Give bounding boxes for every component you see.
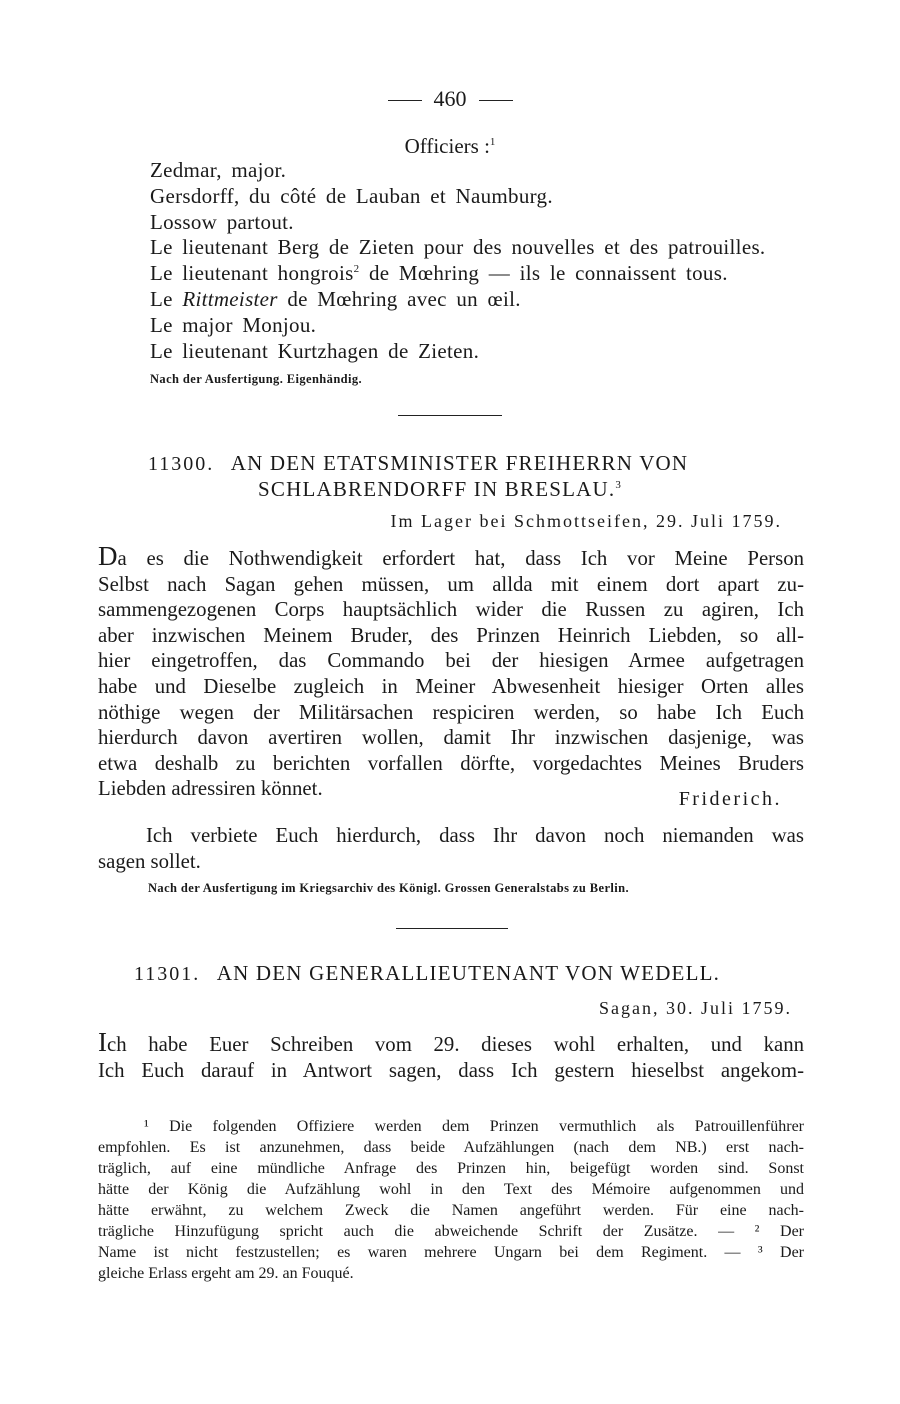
officer-line: Le lieutenant hongrois$^2$ de Mœhring — ils le connaissent tous. [150, 261, 728, 285]
footnote-line: ¹ Die folgenden Offiziere werden dem Prinzen vermuthlich als Patrouillenführer [144, 1118, 804, 1135]
footnote-ref-2: 2 [353, 263, 360, 275]
initial-letter: I [98, 1027, 107, 1057]
officer-line: Gersdorff, du côté de Lauban et Naumburg. [150, 184, 553, 208]
officer-line: Zedmar, major. [150, 158, 287, 182]
footnote-ref-1: 1 [489, 136, 496, 148]
document-title: AN DEN ETATSMINISTER FREIHERRN VON [230, 451, 689, 475]
body-line: nöthige wegen der Militärsachen respiciren werden, so habe Ich Euch [98, 700, 804, 724]
page-number: 460 [0, 86, 900, 112]
footnote-ref-3: 3 [615, 479, 623, 491]
letter-body [98, 1027, 804, 1083]
dash-right [479, 100, 513, 101]
body-line: hier eingetroffen, das Commando bei der hiesigen Armee aufgetragen [98, 649, 804, 673]
document-title-line2: SCHLABRENDORFF IN BRESLAU.$^3$ [258, 477, 623, 501]
body-line: Ich verbiete Euch hierdurch, dass Ihr davon noch niemanden was [146, 824, 804, 847]
body-line: Da es die Nothwendigkeit erfordert hat, dass Ich vor Meine Person [98, 541, 804, 571]
footnotes [98, 1116, 804, 1284]
footnote-line: empfohlen. Es ist anzunehmen, dass beide Aufzählungen (nach dem NB.) erst nach- [98, 1139, 804, 1156]
body-line: aber inzwischen Meinem Bruder, des Prinzen Heinrich Liebden, so all- [98, 623, 804, 647]
body-line: sammengezogenen Corps hauptsächlich wider die Russen zu agiren, Ich [98, 598, 804, 622]
signature: Friderich. [678, 788, 782, 810]
document-heading [148, 451, 688, 476]
document-number: 11301. [134, 963, 201, 985]
initial-letter: D [98, 541, 118, 571]
officer-line: Le lieutenant Kurtzhagen de Zieten. [150, 339, 480, 363]
footnote-line: trägliche Hinzufügung spricht auch die abweichende Schrift der Zusätze. — ² Der [98, 1223, 804, 1240]
footnote-line: träglich, auf eine mündliche Anfrage des Prinzen hin, beigefügt worden sind. Sonst [98, 1160, 804, 1177]
footnote-line: gleiche Erlass ergeht am 29. an Fouqué. [98, 1265, 354, 1282]
body-line: sagen sollet. [98, 849, 201, 873]
postscript [98, 823, 804, 874]
source-note: Nach der Ausfertigung im Kriegsarchiv des Königl. Grossen Generalstabs zu Berlin. [148, 881, 630, 895]
body-line: hierdurch davon avertiren wollen, damit Ihr inzwischen dasjenige, was [98, 726, 804, 750]
body-line: habe und Dieselbe zugleich in Meiner Abwesenheit hiesiger Orten alles [98, 674, 804, 698]
officer-line: Lossow partout. [150, 210, 294, 234]
document-title: AN DEN GENERALLIEUTENANT VON WEDELL. [216, 961, 721, 985]
footnote-line: Name ist nicht festzustellen; es waren mehrere Ungarn bei dem Regiment. — ³ Der [98, 1244, 804, 1261]
body-line: Ich habe Euer Schreiben vom 29. dieses wohl erhalten, und kann [98, 1027, 804, 1057]
body-line: Ich Euch darauf in Antwort sagen, dass Ich gestern hieselbst angekom- [98, 1058, 804, 1082]
document-heading [134, 961, 720, 986]
source-note: Nach der Ausfertigung. Eigenhändig. [150, 372, 363, 386]
letter-body [98, 541, 804, 802]
section-divider [396, 928, 508, 929]
body-line: Selbst nach Sagan gehen müssen, um allda mit einem dort apart zu- [98, 572, 804, 596]
body-line: Liebden adressiren könnet. [98, 777, 323, 801]
body-line: etwa deshalb zu berichten vorfallen dörfte, vorgedachtes Meines Bruders [98, 751, 804, 775]
officer-line: Le lieutenant Berg de Zieten pour des nouvelles et des patrouilles. [150, 235, 766, 259]
document-number: 11300. [148, 453, 215, 475]
place-date: Im Lager bei Schmottseifen, 29. Juli 1759. [390, 511, 782, 531]
footnote-line: hätte erwähnt, zu welchem Zweck die Namen angeführt werden. Für eine nach- [98, 1202, 804, 1219]
officer-line: Le Rittmeister de Mœhring avec un œil. [150, 287, 521, 311]
officiers-heading: Officiers :$^1$ [404, 134, 496, 158]
section-divider [398, 415, 502, 416]
rittmeister-italic: Rittmeister [182, 287, 278, 311]
officer-line: Le major Monjou. [150, 313, 317, 337]
dash-left [388, 100, 422, 101]
footnote-line: hätte der König die Aufzählung wohl in den Text des Mémoire aufgenommen und [98, 1181, 804, 1198]
place-date: Sagan, 30. Juli 1759. [599, 998, 792, 1018]
